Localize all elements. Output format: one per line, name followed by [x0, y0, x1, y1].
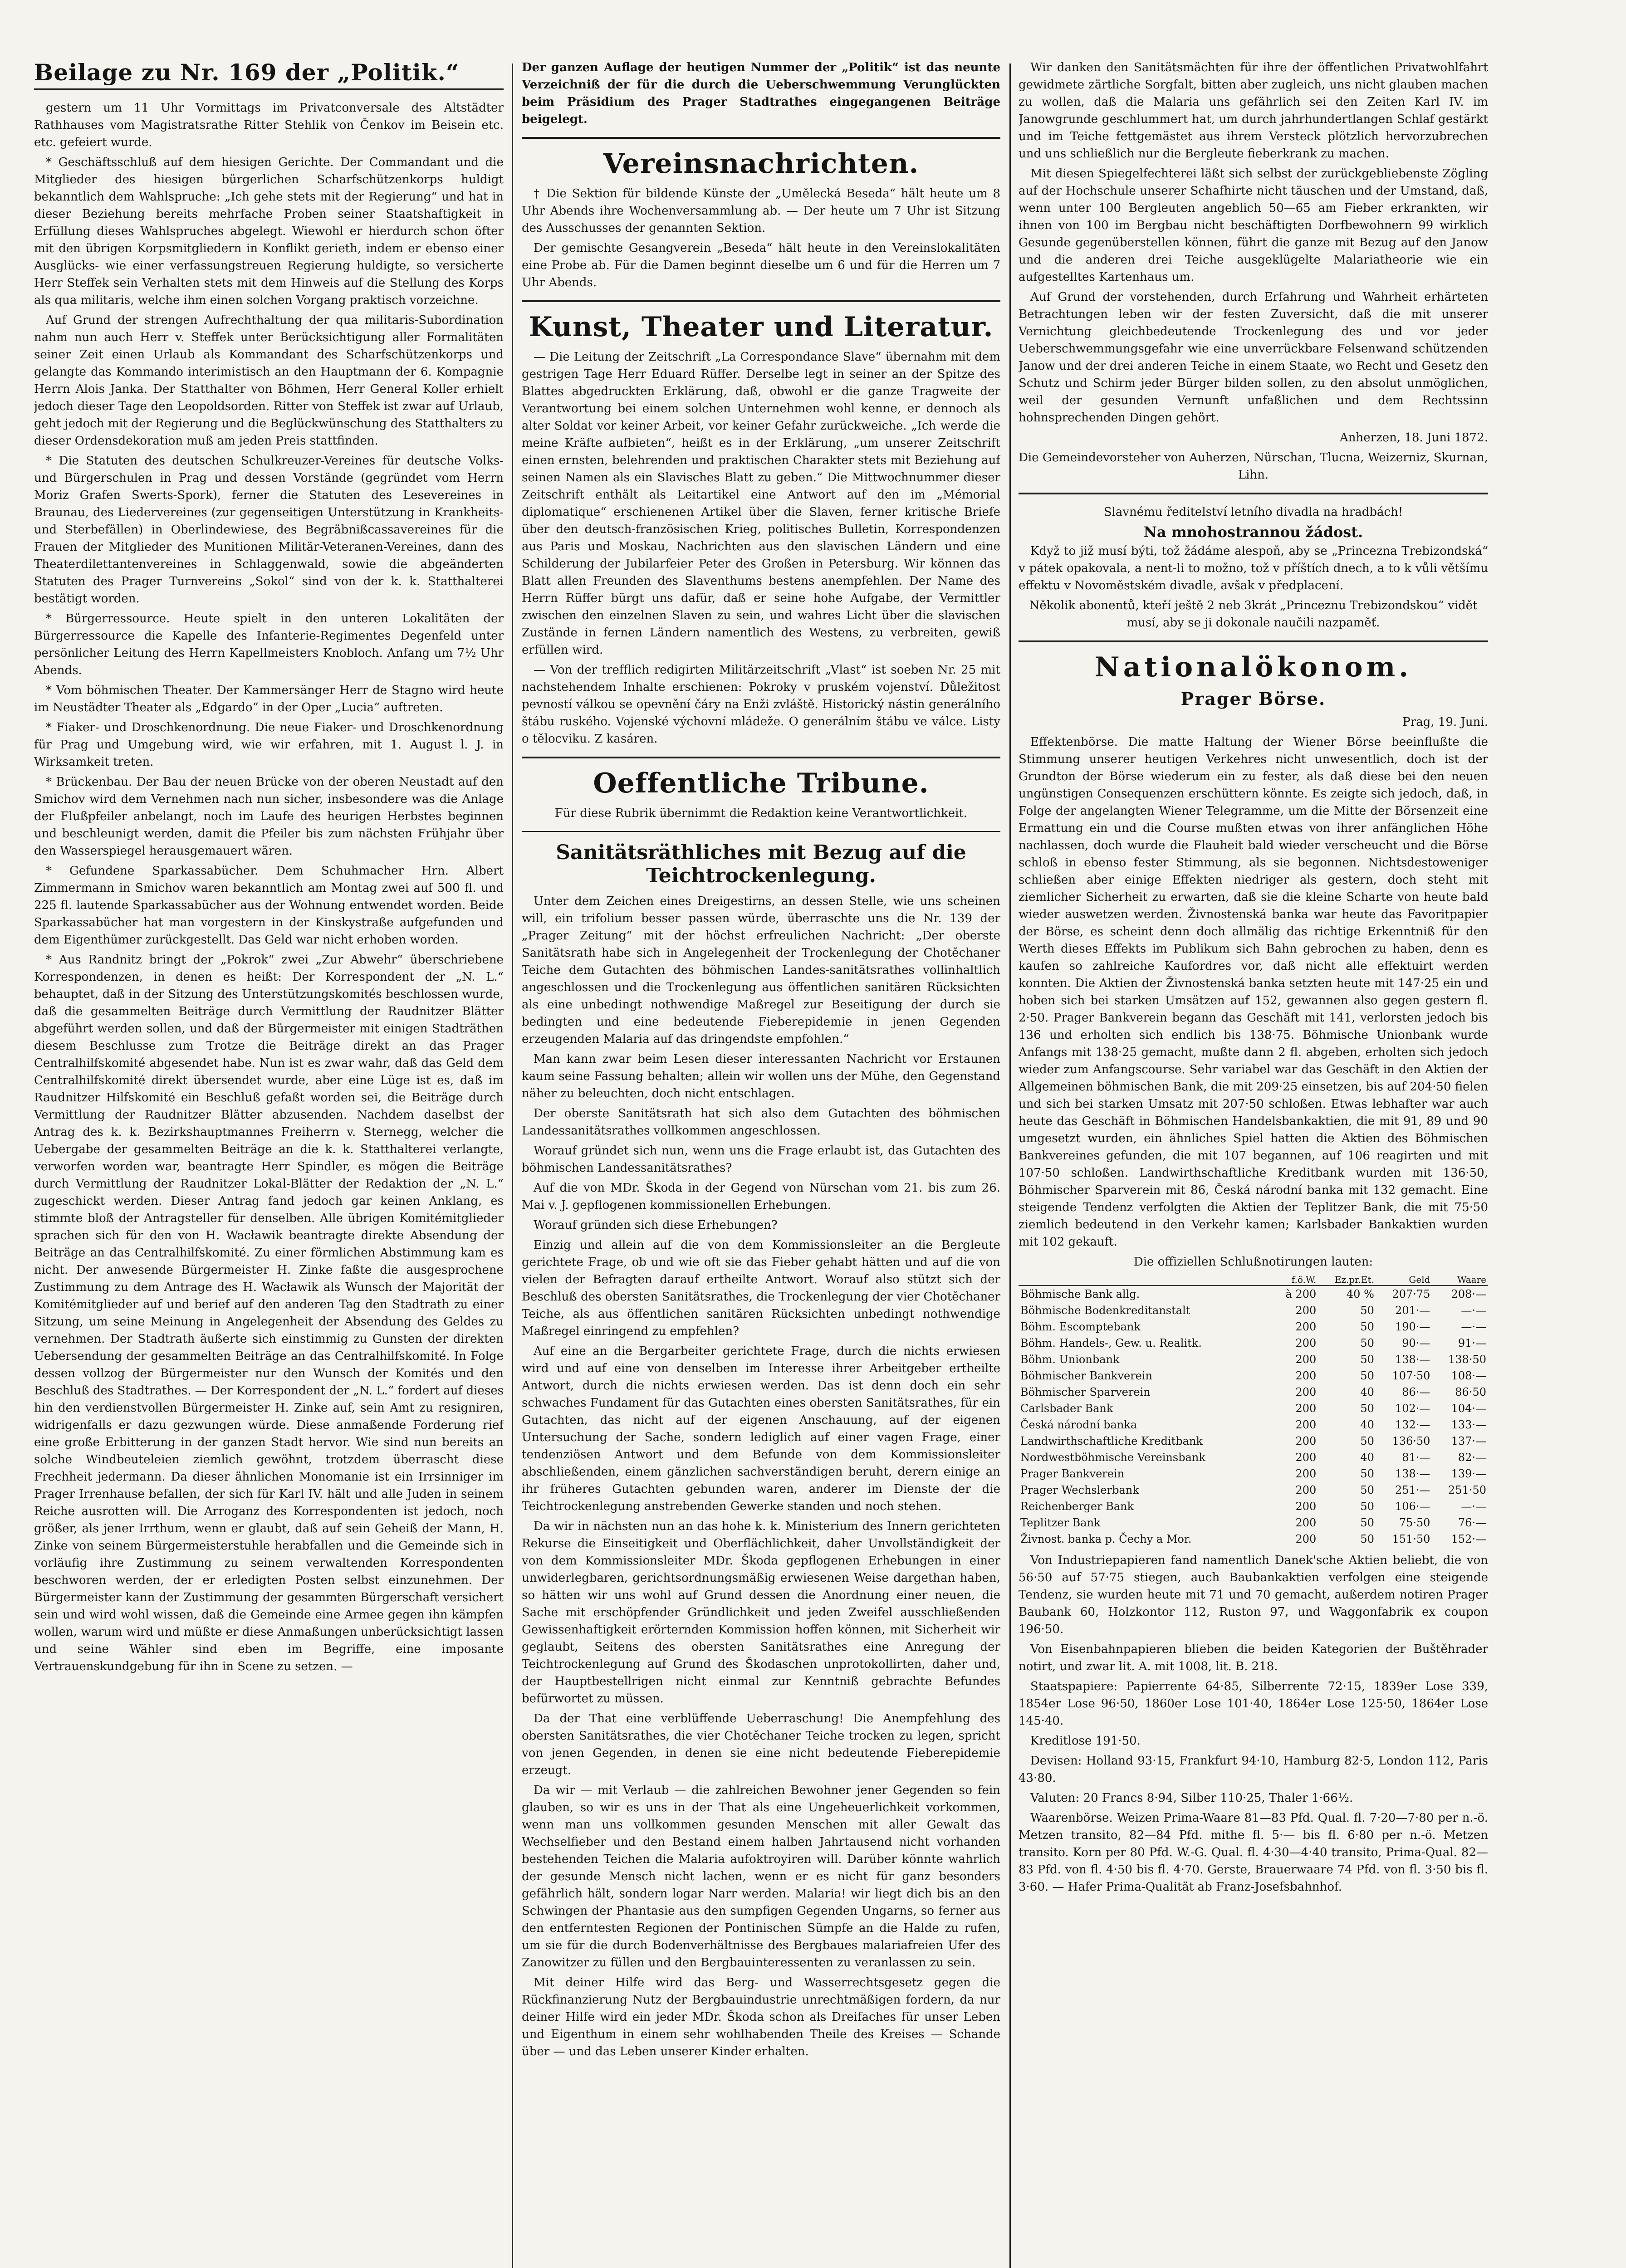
- section-rule: [522, 300, 1000, 302]
- section-title-kunst: Kunst, Theater und Literatur.: [529, 311, 994, 343]
- news-paragraph: * Brückenbau. Der Bau der neuen Brücke von der oberen Neustadt auf den Smichov wird dem Vernehmen nach nun sicher, insbesondere was die Anlage der Flußpfeiler anbelangt, noch im Laufe des heurigen Herbstes beginnen und beschleunigt werden, damit die Pfeiler bis zum nächsten Frühjahr über den Wasserspiegel herausgemauert wären.: [34, 775, 504, 858]
- market-cell: 200: [1295, 1386, 1317, 1398]
- market-cell: 138·—: [1395, 1467, 1430, 1480]
- market-table-body: [1019, 1286, 1488, 1547]
- market-cell: Böhm. Escomptebank: [1020, 1320, 1141, 1333]
- market-cell: —·—: [1461, 1304, 1486, 1317]
- market-cell: 50: [1360, 1500, 1374, 1513]
- market-cell: 81·—: [1402, 1451, 1430, 1464]
- news-paragraph: * Geschäftsschluß auf dem hiesigen Gerichte. Der Commandant und die Mitglieder des hiesigen bürgerlichen Scharfschützenkorps huldigt bekanntlich dem Wahlspruche: „Ich gehe stets mit der Regierung“ und hat in dieser Beziehung bereits mehrfache Proben seiner Staatshaftigkeit in Erfüllung dieses Wahlspruches abgelegt. Wiewohl er hierdurch schon öfter mit den übrigen Korpsmitgliedern in Konflikt gerieth, indem er ebenso einer Ausglücks- wie einer verfassungstreuen Regierung huldigte, so versicherte Herr Steffek sein Verhalten stets mit dem Hinweis auf die Stellung des Korps als qua militaris, welche ihm einen solchen Vorgang praktisch vorzeichne.: [34, 156, 504, 307]
- market-cell: 133·—: [1451, 1418, 1486, 1431]
- market-cell: 251·—: [1395, 1484, 1430, 1496]
- section-title-vereinsnachrichten: Vereinsnachrichten.: [603, 148, 919, 180]
- market-cell: 138·—: [1395, 1353, 1430, 1366]
- market-row: [1019, 1498, 1488, 1515]
- market-row: [1019, 1417, 1488, 1433]
- tribune-paragraph: Einzig und allein auf die von dem Kommissionsleiter an die Bergleute gerichtete Frage, ob und wie oft sie das Fieber gehabt hätten und auf die von vielen der Befragten darauf ertheilte Antwort. Worauf also stützt sich der Beschluß des obersten Sanitätsrathes, die Trockenlegung der vier Chotěchaner Teiche, als aus öffentlichen sanitären Rücksichten unbedingt nothwendige Maßregel einringend zu empfehlen?: [522, 1238, 1000, 1338]
- tribune-paragraphs: [522, 893, 1000, 2060]
- market-cell: 139·—: [1451, 1467, 1486, 1480]
- tribune-subtitle: Sanitätsräthliches mit Bezug auf die Teichtrockenlegung.: [556, 841, 966, 887]
- market-cell: 86·50: [1455, 1386, 1486, 1398]
- market-cell: 200: [1295, 1320, 1317, 1333]
- tribune-paragraph: Da wir in nächsten nun an das hohe k. k. Ministerium des Innern gerichteten Rekurse die Einseitigkeit und Oberflächlichkeit, daher Unvollständigkeit der von dem Kommissionsleiter MDr. Škoda gepflogenen Erhebungen in einer unwiderlegbaren, gerichtsordnungsmäßig erwiesenen Weise dargethan haben, so hätten wir uns wohl auf Grund dessen die Anordnung einer neuen, die Sache mit erschöpfender Gründlichkeit und jeden Zweifel ausschließenden Gewissenhaftigkeit erörternden Kommission hoffen können, mit Sicherheit wir geglaubt, Seitens des obersten Sanitätsrathes eine Anregung der Teichtrockenlegung auf Grund des Škodaschen unprotokollirten, daher und, der Hauptbestellrigen nicht einmal zur Kenntniß gebrachte Befundes befürwortet zu müssen.: [522, 1520, 1000, 1706]
- vereins-paragraph: † Die Sektion für bildende Künste der „Umělecká Beseda“ hält heute um 8 Uhr Abends ihre Wochenversammlung ab. — Der heute um 7 Uhr ist Sitzung des Ausschusses der genannten Sektion.: [522, 187, 1000, 235]
- market-cell: Böhm. Unionbank: [1020, 1353, 1120, 1366]
- market-row: [1019, 1482, 1488, 1498]
- petition-paragraph: Auf Grund der vorstehenden, durch Erfahrung und Wahrheit erhärteten Betrachtungen leben wir der festen Zuversicht, daß die mit unserer Vernichtung gleichbedeutende Trockenlegung des und vor jeder Ueberschwemmungsgefahr wie eine unverrückbare Felsenwand schützenden Janow und der drei anderen Teiche in einem Staate, wo Recht und Gesetz den Schutz und Schirm jeder Bürger bilden sollen, zu den absolut unmöglichen, weil der gesunden Vernunft unfaßlichen und dem Rechtssinn hohnsprechenden Dingen gehört.: [1019, 290, 1488, 425]
- news-paragraph: * Gefundene Sparkassabücher. Dem Schuhmacher Hrn. Albert Zimmermann in Smichov waren bekanntlich am Montag zwei auf 500 fl. und 225 fl. lautende Sparkassabücher aus der Wohnung entwendet worden. Beide Sparkassabücher hat man vorgestern in der Kinskystraße aufgefunden und dem Eigenthümer zurückgestellt. Das Geld war nicht erhoben worden.: [34, 864, 504, 947]
- market-cell: 106·—: [1395, 1500, 1430, 1513]
- section-rule-thin: [522, 831, 1000, 832]
- market-cell: 200: [1295, 1516, 1317, 1529]
- section-rule: [522, 757, 1000, 758]
- market-cell: Carlsbader Bank: [1020, 1402, 1113, 1415]
- market-cell: 137·—: [1451, 1435, 1486, 1447]
- market-row: [1019, 1335, 1488, 1351]
- czech-notice-signature: Několik abonentů, kteří ještě 2 neb 3krát „Princeznu Trebizondskou“ vidět musí, aby se ji dokonale naučili nazpaměť.: [1029, 599, 1478, 630]
- kunst-paragraphs: [522, 348, 1000, 748]
- tribune-paragraph: Worauf gründet sich nun, wenn uns die Frage erlaubt ist, das Gutachten des böhmischen Landessanitätsrathes?: [522, 1144, 1000, 1175]
- tribune-paragraph: Da wir — mit Verlaub — die zahlreichen Bewohner jener Gegenden so fein glauben, so wir es uns in der That als eine Ungeheuerlichkeit vorkommen, wenn man uns vollkommen gesunden Menschen mit aller Gewalt das Wechselfieber und den Bestand einem halben Jahrtausend nicht vorhanden bestehenden Teichen die Malaria aufoktroyiren will. Darüber könnte wahrlich der gesunde Mensch nicht lachen, wenn er es nicht für ganz besonders gefährlich hält, sondern logar Narr werden. Malaria! wir liegt dich bis an den Schwingen der Phantasie aus den sumpfigen Gegenden Ungarns, so ferner aus den entferntesten Regionen der Pontinischen Sümpfe an die Halde zu rufen, um sie für die durch Bodenverhältnisse des Bergbaues malariafreien Ufer des Zanowitzer zu füllen und den Bergbauinteressenten zu veranlassen zu sein.: [522, 1784, 1000, 1970]
- market-cell: 50: [1360, 1304, 1374, 1317]
- market-cell: Böhmische Bank allg.: [1020, 1288, 1140, 1300]
- market-cell: 104·—: [1451, 1402, 1486, 1415]
- market-cell: 200: [1295, 1418, 1317, 1431]
- market-paragraph: Valuten: 20 Francs 8·94, Silber 110·25, Thaler 1·66½.: [1030, 1791, 1353, 1805]
- market-cell: 50: [1360, 1320, 1374, 1333]
- market-cell: Teplitzer Bank: [1020, 1516, 1101, 1529]
- market-cell: 152·—: [1451, 1533, 1486, 1545]
- tribune-paragraph: Mit deiner Hilfe wird das Berg- und Wasserrechtsgesetz gegen die Rückfinanzierung Nutz der Bergbauindustrie unrechtmäßigen fordern, da nur deiner Hilfe wird ein jeder MDr. Škoda schon als Dreifaches für unser Leben und Eigenthum in einem sehr wohlhabenden Theile des Kreises — Schande über — und das Leben unserer Kinder erhalten.: [522, 1976, 1000, 2058]
- vereins-paragraph: Der gemischte Gesangverein „Beseda“ hält heute in den Vereinslokalitäten eine Probe ab. Für die Damen beginnt dieselbe um 6 und für die Herren um 7 Uhr Abends.: [522, 241, 1000, 289]
- market-cell: 50: [1360, 1353, 1374, 1366]
- market-cell: 91·—: [1458, 1337, 1486, 1349]
- market-paragraphs: [1019, 1552, 1488, 1896]
- market-row: [1019, 1351, 1488, 1368]
- news-paragraph: * Fiaker- und Droschkenordnung. Die neue Fiaker- und Droschkenordnung für Prag und Umgebung wird, wie wir erfahren, mit 1. August l. J. in Wirksamkeit treten.: [34, 721, 504, 769]
- tribune-paragraph: Auf die von MDr. Škoda in der Gegend von Nürschan vom 21. bis zum 26. Mai v. J. gepflogenen kommissionellen Erhebungen.: [522, 1181, 1000, 1212]
- section-title-tribune: Oeffentliche Tribune.: [593, 767, 929, 799]
- market-cell: 200: [1295, 1451, 1317, 1464]
- petition-paragraph: Mit diesen Spiegelfechterei läßt sich selbst der zurückgebliebenste Zögling auf der Hochschule unserer Schafhirte nicht täuschen und der Umstand, daß, wenn unter 100 Bergleuten angeblich 50—65 am Fieber erkrankten, wir ihnen von 100 im Bergbau nicht beschäftigten Dorfbewohnern 99 wirklich Gesunde gegenüberstellen können, führt die ganze mit Bezug auf den Janow und die anderen drei Teiche ausgeklügelte Malariatheorie wie ein aufgestelltes Kartenhaus um.: [1019, 167, 1488, 284]
- market-cell: —·—: [1461, 1500, 1486, 1513]
- market-cell: Nordwestböhmische Vereinsbank: [1020, 1451, 1205, 1464]
- market-cell: 190·—: [1395, 1320, 1430, 1333]
- supplement-notice: Der ganzen Auflage der heutigen Nummer der „Politik“ ist das neunte Verzeichniß der für die durch die Ueberschwemmung Verunglückten beim Präsidium des Prager Stadtrathes eingegangenen Beiträge beigelegt.: [522, 61, 1000, 126]
- market-cell: 108·—: [1451, 1369, 1486, 1382]
- market-row: [1019, 1302, 1488, 1319]
- market-paragraph: Von Eisenbahnpapieren blieben die beiden Kategorien der Buštěhrader notirt, und zwar lit. A. mit 1008, lit. B. 218.: [1019, 1642, 1488, 1673]
- market-cell: 207·75: [1392, 1288, 1430, 1300]
- news-paragraph: Auf Grund der strengen Aufrechthaltung der qua militaris-Subordination nahm nun auch Herr v. Steffek unter Berücksichtigung aller Formalitäten seiner Zeit einen Urlaub als Kommandant des Scharfschützenkorps und gelangte das Kommando interimistisch an den Hauptmann der 6. Kompagnie Herrn Alois Janka. Der Statthalter von Böhmen, Herr General Koller erhielt jedoch dieser Tage den Leopoldsorden. Ritter von Steffek ist zwar auf Urlaub, geht jedoch mit der Regierung und die Beglückwünschung des Statthalters zu dieser Ordensdekoration muß am jeden Preis stattfinden.: [34, 313, 504, 448]
- market-cell: 102·—: [1395, 1402, 1430, 1415]
- column-2: [522, 59, 1000, 2268]
- kunst-paragraph: — Die Leitung der Zeitschrift „La Correspondance Slave“ übernahm mit dem gestrigen Tage Herr Eduard Rüffer. Derselbe legt in seiner an der Spitze des Blattes abgedruckten Erklärung, daß, obwohl er die ganze Tragweite der Verantwortung bei einem solchen Unternehmen wohl kenne, er dennoch als alter Soldat vor keiner Arbeit, vor keiner Gefahr zurückweiche. „Ich werde die meine Kräfte aufbieten“, heißt es in der Erklärung, „um unserer Zeitschrift einen ernsten, belehrenden und praktischen Charakter stets mit Beziehung auf seinen Namen als ein Slavisches Blatt zu geben.“ Die Mittwochnummer dieser Zeitschrift enthält als Leitartikel eine Antwort auf den im „Mémorial diplomatique“ erschienenen Artikel über die Slaven, ferner kritische Briefe über den deutsch-französischen Krieg, politisches Bulletin, Korrespondenzen aus Paris und Moskau, Nachrichten aus den slavischen Ländern und eine Schilderung der Jubilarfeier Peter des Großen in Petersburg. Wir können das Blatt allen Freunden des Slaventhums bestens anempfehlen. Der Name des Herrn Rüffer bürgt uns dafür, daß er seine hohe Aufgabe, der Vermittler zwischen den einzelnen Slaven zu sein, und wahres Licht über die slavischen Zustände in fernen Ländern namentlich des Westens, zu verbreiten, gewiß erfüllen wird.: [522, 350, 1000, 657]
- column-rule-left: [512, 64, 513, 2268]
- petition-date: Anherzen, 18. Juni 1872.: [1340, 431, 1488, 445]
- section-rule: [1019, 493, 1488, 494]
- market-cell: 200: [1295, 1533, 1317, 1545]
- market-column-header: Ez.pr.Et.: [1318, 1274, 1376, 1286]
- news-paragraph: * Die Statuten des deutschen Schulkreuzer-Vereines für deutsche Volks- und Bürgerschulen in Prag und dessen Vorstände (gegründet vom Herrn Moriz Grafen Swerts-Spork), ferner die Statuten des Lesevereines in Braunau, des Liedervereines (zur gegenseitigen Unterstützung in Krankheits- und Sterbefällen) in Oberlindewiese, des Begräbnißcassavereines für die Frauen der Mitglieder des Munitionen Militär-Veteranen-Vereines, dann des Theaterdilettantenvereines in Schlaggenwald, sowie die abgeänderten Statuten des Prager Turnvereins „Sokol“ sind von der k. k. Statthalterei bestätigt worden.: [34, 454, 504, 606]
- column-rule-right: [1009, 64, 1011, 2268]
- boerse-paragraphs: [1019, 733, 1488, 1251]
- market-cell: 200: [1295, 1484, 1317, 1496]
- market-cell: 50: [1360, 1533, 1374, 1545]
- market-cell: Böhm. Handels-, Gew. u. Realitk.: [1020, 1337, 1202, 1349]
- market-row: [1019, 1515, 1488, 1531]
- market-cell: 76·—: [1458, 1516, 1486, 1529]
- market-cell: Böhmischer Sparverein: [1020, 1386, 1151, 1398]
- market-row: [1019, 1384, 1488, 1400]
- market-cell: Prager Bankverein: [1020, 1467, 1125, 1480]
- market-cell: 251·50: [1448, 1484, 1486, 1496]
- market-cell: 132·—: [1395, 1418, 1430, 1431]
- section-subtitle-boerse: Prager Börse.: [1180, 689, 1326, 709]
- column-1: [34, 59, 504, 2268]
- boerse-paragraph: Effektenbörse. Die matte Haltung der Wiener Börse beeinflußte die Stimmung unserer heutigen Verkehres nicht unwesentlich, doch ist der Grundton der Börse wiederum ein zu fester, als daß diese bei den neuen ungünstigen Consequenzen erschüttern könnte. Es zeigte sich jedoch, daß, in Folge der angelangten Wiener Telegramme, um die Mitte der Börsenzeit eine Ermattung ein und die Course mußten etwas von ihrer anfänglichen Höhe nachlassen, doch wurde die Flauheit bald wieder verscheucht und die Börse schloß in ebenso fester Stimmung, als sie begonnen. Nichtsdestoweniger schließen aber einige Effekten niedriger als gestern, doch steht mit ziemlicher Sicherheit zu erwarten, daß sie die kleine Scharte von heute bald wieder auswetzen werden. Živnostenská banka war heute das Favoritpapier der Börse, es scheint denn doch allmälig das richtige Erkenntniß für den Werth dieses Effekts im Publikum sich Bahn gebrochen zu haben, denn es kaufen so zahlreiche Kaufordres vor, daß nicht alle effektuirt werden konnten. Die Aktien der Živnostenská banka setzten heute mit 147·25 ein und hoben sich bei starken Umsätzen auf 152, gewannen also gegen gestern fl. 2·50. Prager Bankverein begann das Geschäft mit 141, verlorsten jedoch bis 136 und erholten sich endlich bis 138·75. Böhmische Unionbank wurde Anfangs mit 138·25 gemacht, mußte dann 2 fl. abgeben, erholten sich jedoch wieder zum Anfangscourse. Sehr variabel war das Geschäft in den Aktien der Allgemeinen böhmischen Bank, die mit 209·25 einsetzen, bis auf 204·50 fielen und sich bei starken Umsatz mit 207·50 schloßen. Etwas lebhafter war auch heute das Geschäft in Böhmischen Handelsbankaktien, die mit 91, 89 und 90 umgesetzt wurden, ein ähnliches Spiel hatten die Aktien des Böhmischen Bankvereines gefunden, die mit 107 begannen, auf 106 reagirten und mit 107·50 schloßen. Landwirthschaftliche Kreditbank wurden mit 136·50, Böhmischer Sparverein mit 86, Česká národní banka mit 132 gemacht. Eine steigende Tendenz verfolgten die Aktien der Teplitzer Bank, die mit 75·50 ziemlich bedeutend in den Verkehr kamen; Karlsbader Bankaktien wurden mit 102 gekauft.: [1019, 735, 1488, 1249]
- market-row: [1019, 1449, 1488, 1466]
- market-cell: Reichenberger Bank: [1020, 1500, 1134, 1513]
- market-paragraph: Kreditlose 191·50.: [1030, 1734, 1141, 1748]
- czech-notice-body: Když to již musí býti, tož žádáme alespoň, aby se „Princezna Trebizondská“ v pátek opakovala, a nent-li to možno, tož v příštích dnech, a to k vůli většímu effektu v Novoměstském divadle, avšak v předplacení.: [1019, 544, 1488, 592]
- market-row: [1019, 1319, 1488, 1335]
- market-paragraph: Devisen: Holland 93·15, Frankfurt 94·10, Hamburg 82·5, London 112, Paris 43·80.: [1019, 1754, 1488, 1785]
- market-row: [1019, 1433, 1488, 1449]
- market-cell: à 200: [1285, 1288, 1317, 1300]
- market-cell: Prager Wechslerbank: [1020, 1484, 1139, 1496]
- col1-article-list: [34, 99, 504, 1675]
- market-cell: Česká národní banka: [1020, 1418, 1137, 1431]
- market-cell: 200: [1295, 1337, 1317, 1349]
- news-paragraph: * Vom böhmischen Theater. Der Kammersänger Herr de Stagno wird heute im Neustädter Theater als „Edgardo“ in der Oper „Lucia“ auftreten.: [34, 684, 504, 714]
- market-cell: Landwirthschaftliche Kreditbank: [1020, 1435, 1203, 1447]
- market-cell: 40: [1360, 1418, 1374, 1431]
- market-cell: 208·—: [1451, 1288, 1486, 1300]
- tribune-paragraph: Da der That eine verblüffende Ueberraschung! Die Anempfehlung des obersten Sanitätsrathes, die vier Chotěchaner Teiche trocken zu legen, spricht von jenen Gegenden, in denen sie eine nicht bedeutende Fieberepidemie erzeugt.: [522, 1712, 1000, 1777]
- market-cell: —·—: [1461, 1320, 1486, 1333]
- section-rule: [1019, 640, 1488, 642]
- table-intro: Die offiziellen Schlußnotirungen lauten:: [1133, 1255, 1373, 1269]
- section-title-nationaloekonom: Nationalökonom.: [1094, 651, 1412, 683]
- news-paragraph: gestern um 11 Uhr Vormittags im Privatconversale des Altstädter Rathhauses vom Magistratsrathe Ritter Stehlik von Čenkov im Beisein etc. etc. gefeiert wurde.: [34, 101, 504, 149]
- market-column-header: [1019, 1274, 1272, 1286]
- masthead-rule: [34, 88, 504, 90]
- market-quotes-table: [1019, 1274, 1488, 1547]
- market-column-header: Waare: [1432, 1274, 1488, 1286]
- petition-paragraph: Wir danken den Sanitätsmächten für ihre der öffentlichen Privatwohlfahrt gewidmete zärtliche Sorgfalt, bitten aber zugleich, uns nicht glauben machen zu wollen, daß die Malaria uns gefährlich sei den Zeiten Karl IV. im Janowgrunde geschlummert hat, um durch jahrhundertlangen Schlaf gestärkt und im Teiche fettgemästet aus ihrem Versteck plötzlich hervorzubrechen und uns schließlich nur die Bergleute fieberkrank zu machen.: [1019, 61, 1488, 161]
- column-3: [1019, 59, 1488, 2268]
- market-cell: 200: [1295, 1402, 1317, 1415]
- market-cell: 50: [1360, 1467, 1374, 1480]
- section-rule: [522, 137, 1000, 139]
- market-cell: 200: [1295, 1467, 1317, 1480]
- tribune-note: Für diese Rubrik übernimmt die Redaktion keine Verantwortlichkeit.: [554, 807, 968, 820]
- vereins-paragraphs: [522, 185, 1000, 291]
- market-cell: 200: [1295, 1353, 1317, 1366]
- market-cell: 50: [1360, 1369, 1374, 1382]
- news-paragraph: * Aus Randnitz bringt der „Pokrok“ zwei „Zur Abwehr“ überschriebene Korrespondenzen, in denen es heißt: Der Korrespondent der „N. L.“ behauptet, daß in der Sitzung des Unterstützungskomités beschlossen wurde, daß die gesammelten Beiträge durch Vermittlung der Raudnitzer Blätter abgeführt werden sollen, und daß der Bürgermeister mit einigen Stadträthen diesem Beschlusse zum Trotze die Beiträge direkt an das Prager Centralhilfskomité abgesendet habe. Nun ist es zwar wahr, daß das Geld dem Centralhilfskomité direkt übersendet wurde, aber eine Lüge ist es, daß im Raudnitzer Hilfskomité ein Beschluß gefaßt worden sei, die Beiträge durch Vermittlung der Raudnitzer Blätter abzusenden. Nachdem daselbst der Antrag des k. k. Bezirkshauptmannes Freiherrn v. Sternegg, welcher die Uebergabe der gesammelten Beiträge an die k. k. Statthalterei verlangte, verworfen worden war, beantragte Herr Spindler, es mögen die Beiträge durch Vermittlung der Raudnitzer Lokal-Blätter der Redaktion der „N. L.“ zugeschickt werden. Dieser Antrag fand jedoch gar keinen Anklang, es stimmte bloß der Antragsteller für denselben. Alle übrigen Komitémitglieder sprachen sich für den von H. Wacławik beantragte direkte Absendung der Beiträge an das Centralhilfskomité. Zu einer förmlichen Abstimmung kam es nicht. Der anwesende Bürgermeister H. Zinke faßte die ausgesprochene Zustimmung zu dem Antrage des H. Wacławik als Wunsch der Majorität der Komitémitglieder auf und berief auf den anderen Tag den Stadtrath zu einer Sitzung, um seine Meinung in Angelegenheit der Absendung des Geldes zu vernehmen. Der Stadtrath äußerte sich einstimmig zu Gunsten der direkten Uebersendung der gesammelten Beiträge an das Centralhilfskomité. In Folge dessen vollzog der Bürgermeister nur den Wunsch der Komités und den Beschluß des Stadtrathes. — Der Korrespondent der „N. L.“ fordert auf dieses hin den verdienstvollen Bürgermeister H. Zinke auf, sein Amt zu resigniren, widrigenfalls er dazu gezwungen würde. Diese anmaßende Forderung rief eine große Erbitterung in der ganzen Stadt hervor. Wie sind nun bereits an solche Windbeuteleien ziemlich gewöhnt, trotzdem überrascht diese Frechheit jedermann. Da dieser ähnlichen Monomanie ist ein Irrsinniger im Prager Irrenhause befallen, der sich für Karl IV. hält und alle Juden in seinem Reiche ausrotten will. Die Arroganz des Korrespondenten ist jedoch, noch größer, als jener Irrthum, wenn er glaubt, daß auf sein Geheiß der Mann, H. Zinke von seinem Bürgermeisterstuhle herabfallen und die Gemeinde sich in vorläufig ihre Zustimmung zu seinem verwaltenden Korrespondenten beschworen werden, der er erledigten Posten selbst einzunehmen. Der Bürgermeister kann der Zustimmung der gesammten Bürgerschaft versichert sein und wird wohl wissen, daß die Gemeinde eine Armee gegen ihn kämpfen wollen, warum wird und müßte er diese Anmaßungen unberücksichtigt lassen und seine Wähler sind eben im Begriffe, eine imposante Vertrauenskundgebung für ihn in Scene zu setzen. —: [34, 953, 504, 1673]
- market-paragraph: Staatspapiere: Papierrente 64·85, Silberrente 72·15, 1839er Lose 339, 1854er Lose 96·50, 1860er Lose 101·40, 1864er Lose 125·50, 1864er Lose 145·40.: [1019, 1680, 1488, 1728]
- tribune-paragraph: Auf eine an die Bergarbeiter gerichtete Frage, durch die nichts erwiesen wird und auf eine von denselben im Interesse ihrer Arbeitgeber ertheilte Antwort, durch die nichts erwiesen werden. Das ist denn doch ein sehr schwaches Fundament für das Gutachten eines obersten Sanitätsrathes, für ein Gutachten, das nicht auf der eigenen Anschauung, auf der eigenen Untersuchung der Sache, sondern lediglich auf einer vagen Frage, einer tendenziösen Antwort und dem Befunde von dem Kommissionsleiter abschließenden, einem gänzlichen sachverständigen beruht, derern einige an ihr früheres Gutachten gebunden waren, anderer im Dienste der die Teichtrockenlegung anstrebenden Gewerke standen und noch stehen.: [522, 1344, 1000, 1513]
- market-cell: 50: [1360, 1402, 1374, 1415]
- market-cell: 40: [1360, 1451, 1374, 1464]
- market-cell: 40 %: [1346, 1288, 1374, 1300]
- market-cell: 86·—: [1402, 1386, 1430, 1398]
- market-cell: Böhmischer Bankverein: [1020, 1369, 1153, 1382]
- market-cell: 107·50: [1392, 1369, 1430, 1382]
- petition-signatories: Die Gemeindevorsteher von Auherzen, Nürschan, Tlucna, Weizerniz, Skurnan, Lihn.: [1019, 451, 1488, 482]
- tribune-paragraph: Man kann zwar beim Lesen dieser interessanten Nachricht vor Erstaunen kaum seine Fassung behalten; allein wir wollen uns der Mühe, den Gegenstand näher zu beleuchten, doch nicht entschlagen.: [522, 1052, 1000, 1100]
- market-row: [1019, 1466, 1488, 1482]
- market-cell: 138·50: [1448, 1353, 1486, 1366]
- masthead: Beilage zu Nr. 169 der „Politik.“: [34, 59, 460, 86]
- petition-paragraphs: [1019, 59, 1488, 426]
- market-cell: Živnost. banka p. Čechy a Mor.: [1020, 1533, 1192, 1545]
- market-cell: Böhmische Bodenkreditanstalt: [1020, 1304, 1190, 1317]
- market-row: [1019, 1531, 1488, 1547]
- market-paragraph: Waarenbörse. Weizen Prima-Waare 81—83 Pfd. Qual. fl. 7·20—7·80 per n.-ö. Metzen transito, 82—84 Pfd. mithe fl. 5·— bis fl. 6·80 per n.-ö. Metzen transito. Korn per 80 Pfd. W.-G. Qual. fl. 4·30—4·40 transito, Prima-Qual. 82—83 Pfd. von fl. 4·50 bis fl. 4·70. Gerste, Brauerwaare 74 Pfd. von fl. 3·50 bis fl. 3·60. — Hafer Prima-Qualität ab Franz-Josefsbahnhof.: [1019, 1811, 1488, 1894]
- market-paragraph: Von Industriepapieren fand namentlich Danek'sche Aktien beliebt, die von 56·50 auf 57·75 stiegen, auch Baubankaktien verfolgen eine steigende Tendenz, sie wurden heute mit 71 und 70 gemacht, außerdem notiren Prager Baubank 60, Holzkontor 112, Ruston 97, und Waggonfabrik ex coupon 196·50.: [1019, 1554, 1488, 1636]
- market-cell: 50: [1360, 1337, 1374, 1349]
- market-column-header: Geld: [1376, 1274, 1432, 1286]
- market-cell: 136·50: [1392, 1435, 1430, 1447]
- market-cell: 151·50: [1392, 1533, 1430, 1545]
- czech-notice-salutation: Slavnému ředitelství letního divadla na hradbách!: [1103, 505, 1403, 519]
- tribune-paragraph: Worauf gründen sich diese Erhebungen?: [534, 1218, 778, 1232]
- kunst-paragraph: — Von der trefflich redigirten Militärzeitschrift „Vlast“ ist soeben Nr. 25 mit nachstehendem Inhalte erschienen: Pokroky v pruském vojenství. Důležitost pevností válkou se opevnění čáry na Enži zvláště. Historický nástin generálního štábu ruského. Vojenské výchovní mládeže. O generálním štábu ve válce. Listy o tělocviku. Z kasáren.: [522, 663, 1000, 746]
- market-cell: 90·—: [1402, 1337, 1430, 1349]
- boerse-date: Prag, 19. Juni.: [1402, 715, 1488, 729]
- czech-notice-heading: Na mnohostrannou žádost.: [1143, 523, 1363, 541]
- market-cell: 82·—: [1458, 1451, 1486, 1464]
- market-cell: 201·—: [1395, 1304, 1430, 1317]
- market-cell: 200: [1295, 1304, 1317, 1317]
- market-cell: 200: [1295, 1500, 1317, 1513]
- market-row: [1019, 1286, 1488, 1302]
- market-cell: 50: [1360, 1435, 1374, 1447]
- market-row: [1019, 1400, 1488, 1417]
- market-row: [1019, 1368, 1488, 1384]
- news-paragraph: * Bürgerressource. Heute spielt in den unteren Lokalitäten der Bürgerressource die Kapelle des Infanterie-Regimentes Degenfeld unter persönlicher Leitung des Herrn Kapellmeisters Knobloch. Anfang um 7½ Uhr Abends.: [34, 612, 504, 677]
- market-cell: 200: [1295, 1369, 1317, 1382]
- market-column-header: f.ö.W.: [1272, 1274, 1318, 1286]
- market-cell: 200: [1295, 1435, 1317, 1447]
- market-table-header: [1019, 1274, 1488, 1286]
- tribune-paragraph: Der oberste Sanitätsrath hat sich also dem Gutachten des böhmischen Landessanitätsrathes vollkommen angeschlossen.: [522, 1107, 1000, 1138]
- market-cell: 40: [1360, 1386, 1374, 1398]
- market-cell: 50: [1360, 1484, 1374, 1496]
- market-cell: 75·50: [1399, 1516, 1430, 1529]
- market-cell: 50: [1360, 1516, 1374, 1529]
- tribune-paragraph: Unter dem Zeichen eines Dreigestirns, an dessen Stelle, wie uns scheinen will, ein trifolium besser passen würde, überraschte uns die Nr. 139 der „Prager Zeitung“ mit der höchst erfreulichen Nachricht: „Der oberste Sanitätsrath habe sich in Angelegenheit der Trockenlegung der Chotěchaner Teiche dem Gutachten des böhmischen Landes-sanitätsrathes vollinhaltlich angeschlossen und die Trockenlegung aus öffentlichen sanitären Rücksichten als eine unbedingt nothwendige Maßregel zur Beseitigung der durch sie bedingten und eine bedeutende Fieberepidemie in jenen Gegenden erzeugenden Malaria auf das dringendste empfohlen.“: [522, 894, 1000, 1046]
